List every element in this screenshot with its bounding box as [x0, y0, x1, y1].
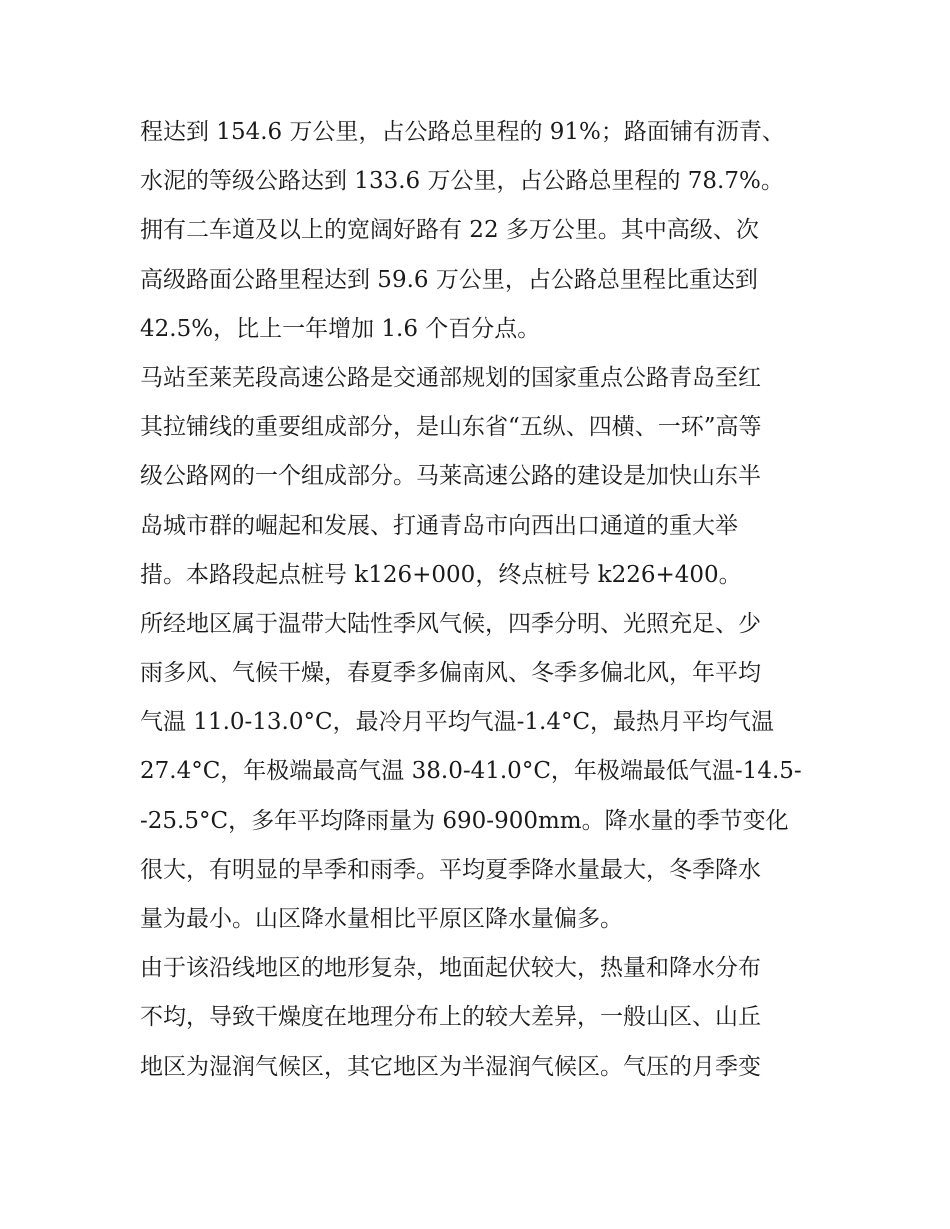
- text-line: 措。本路段起点桩号 k126+000，终点桩号 k226+400。: [140, 561, 742, 588]
- text-line: 其拉铺线的重要组成部分，是山东省“五纵、四横、一环”高等: [140, 414, 762, 441]
- text-line: 程达到 154.6 万公里，占公路总里程的 91%；路面铺有沥青、: [140, 119, 785, 145]
- text-line: 气温 11.0-13.0°C，最冷月平均气温-1.4°C，最热月平均气温: [140, 709, 775, 736]
- text-line: 所经地区属于温带大陆性季风气候，四季分明、光照充足、少: [140, 610, 761, 637]
- text-line: 高级路面公路里程达到 59.6 万公里，占公路总里程比重达到: [140, 266, 758, 293]
- text-line: 地区为湿润气候区，其它地区为半湿润气候区。气压的月季变: [140, 1053, 761, 1080]
- text-line: 水泥的等级公路达到 133.6 万公里，占公路总里程的 78.7%。: [140, 168, 784, 195]
- text-line: 级公路网的一个组成部分。马莱高速公路的建设是加快山东半: [140, 463, 761, 490]
- text-line: -25.5°C，多年平均降雨量为 690-900mm。降水量的季节变化: [140, 807, 789, 834]
- text-line: 拥有二车道及以上的宽阔好路有 22 多万公里。其中高级、次: [140, 217, 759, 244]
- text-line: 岛城市群的崛起和发展、打通青岛市向西出口通道的重大举: [140, 512, 738, 539]
- text-line: 很大，有明显的旱季和雨季。平均夏季降水量最大，冬季降水: [140, 856, 761, 883]
- document-body: [140, 108, 830, 1092]
- text-line: 马站至莱芜段高速公路是交通部规划的国家重点公路青岛至红: [140, 364, 761, 391]
- text-line: 雨多风、气候干燥，春夏季多偏南风、冬季多偏北风，年平均: [140, 660, 761, 687]
- text-line: 不均，导致干燥度在地理分布上的较大差异，一般山区、山丘: [140, 1004, 761, 1031]
- text-line: 27.4°C，年极端最高气温 38.0-41.0°C，年极端最低气温-14.5-: [140, 758, 802, 785]
- text-line: 由于该沿线地区的地形复杂，地面起伏较大，热量和降水分布: [140, 955, 761, 982]
- text-line: 量为最小。山区降水量相比平原区降水量偏多。: [140, 906, 623, 932]
- text-line: 42.5%，比上一年增加 1.6 个百分点。: [140, 315, 541, 342]
